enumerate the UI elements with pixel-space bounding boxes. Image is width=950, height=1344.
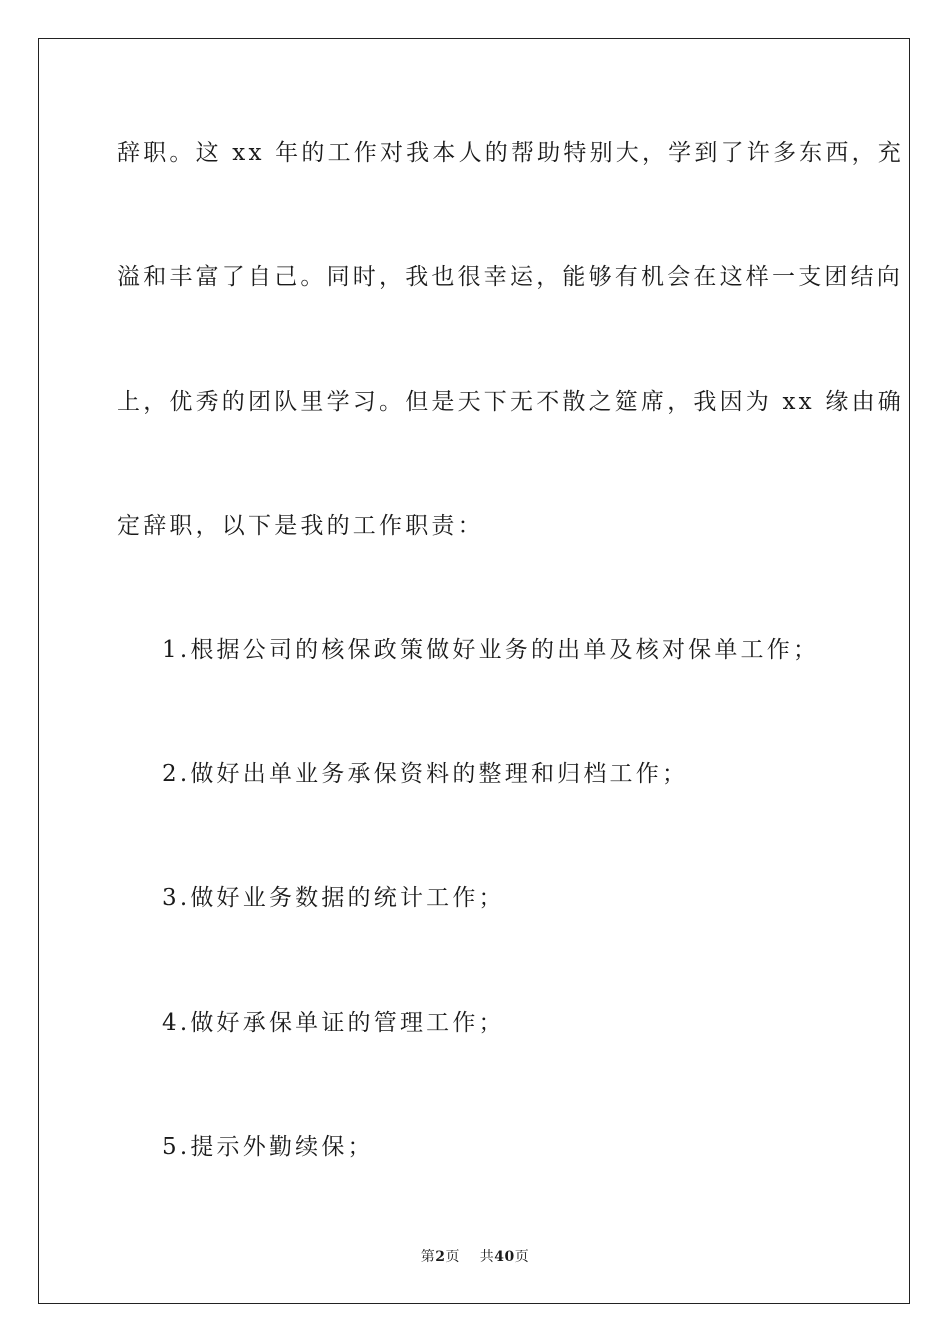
duty-item-2: 2.做好出单业务承保资料的整理和归档工作；	[162, 761, 689, 787]
page-footer	[0, 1246, 950, 1266]
paragraph-line-2: 溢和丰富了自己。同时，我也很幸运，能够有机会在这样一支团结向	[117, 264, 903, 290]
paragraph-line-3: 上，优秀的团队里学习。但是天下无不散之筵席，我因为 xx 缘由确	[117, 389, 904, 415]
current-page-number: 2	[435, 1249, 446, 1265]
page-border	[38, 38, 910, 1304]
paragraph-line-4: 定辞职，以下是我的工作职责：	[117, 513, 484, 539]
total-prefix: 共	[479, 1249, 495, 1265]
page-suffix: 页	[445, 1249, 460, 1265]
total-suffix: 页	[514, 1249, 530, 1265]
paragraph-line-1: 辞职。这 xx 年的工作对我本人的帮助特别大，学到了许多东西，充	[117, 140, 904, 166]
duty-item-1: 1.根据公司的核保政策做好业务的出单及核对保单工作；	[162, 637, 820, 663]
duty-item-3: 3.做好业务数据的统计工作；	[162, 885, 505, 911]
duty-item-4: 4.做好承保单证的管理工作；	[162, 1010, 505, 1036]
total-pages-number: 40	[494, 1249, 515, 1265]
page-prefix: 第	[420, 1249, 436, 1265]
duty-item-5: 5.提示外勤续保；	[162, 1134, 374, 1160]
